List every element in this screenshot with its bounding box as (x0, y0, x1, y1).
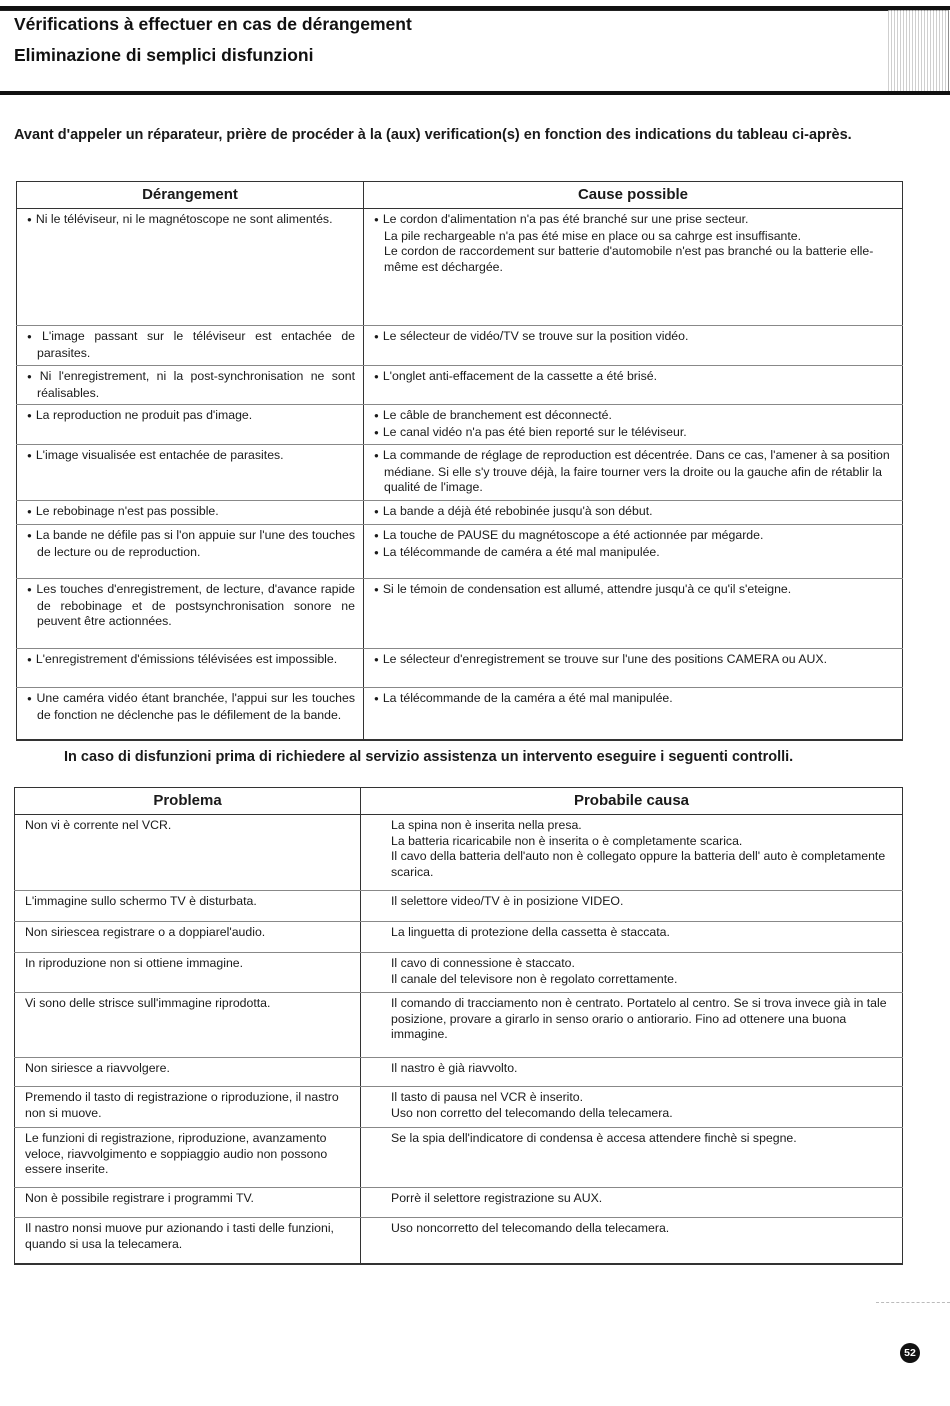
cause-text: Il selettore video/TV è in posizione VIDEO. (391, 894, 624, 908)
cause-text: ● La télécommande de caméra a été mal manipulée. (374, 545, 894, 562)
cause-text: ● Si le témoin de condensation est allumé, attendre jusqu'à ce qu'il s'eteigne. (374, 582, 894, 599)
problem-text: ● L'enregistrement d'émissions télévisées est impossible. (27, 652, 355, 669)
table-row (15, 1218, 903, 1264)
cause-cell (361, 993, 903, 1058)
cause-text: ● La bande a déjà été rebobinée jusqu'à son début. (374, 504, 894, 521)
cause-cell (364, 209, 903, 326)
table-row (15, 1087, 903, 1128)
problem-text: ● Ni l'enregistrement, ni la post-synchronisation ne sont réalisables. (27, 369, 355, 401)
cause-cell (364, 405, 903, 445)
problem-text: ● La bande ne défile pas si l'on appuie sur l'une des touches de lecture ou de reproduction. (27, 528, 355, 560)
footer-rule (876, 1302, 950, 1303)
cause-cell (361, 815, 903, 891)
problem-text: ● La reproduction ne produit pas d'image. (27, 408, 355, 425)
problem-cell (17, 579, 364, 649)
problem-cell (15, 1218, 361, 1264)
cause-cell (364, 579, 903, 649)
table-row (17, 209, 903, 326)
cause-text: La batteria ricaricabile non è inserita o è completamente scarica. (391, 833, 743, 848)
cause-text: Se la spia dell'indicatore di condensa è accesa attendere finchè si spegne. (391, 1131, 797, 1145)
cause-cell (361, 953, 903, 993)
problem-cell (15, 1087, 361, 1128)
table-row (15, 953, 903, 993)
cause-text: Il cavo di connessione è staccato. (391, 956, 575, 970)
column-header-problema: Problema (15, 788, 361, 815)
cause-cell (364, 501, 903, 525)
cause-text: ● La commande de réglage de reproduction est décentrée. Dans ce cas, l'amener à sa position médiane. Si elle s'y trouve déjà, la faire tourner vers la droite ou la gauche afin de rétablir la qualité de l'image. (374, 448, 894, 496)
problem-text: In riproduzione non si ottiene immagine. (25, 956, 244, 970)
cause-cell (364, 525, 903, 579)
table-row (17, 501, 903, 525)
problem-cell (17, 501, 364, 525)
cause-text: ● La touche de PAUSE du magnétoscope a été actionnée par mégarde. (374, 528, 894, 545)
table-row (17, 445, 903, 501)
table-row (15, 1058, 903, 1087)
problem-text: ● Une caméra vidéo étant branchée, l'appui sur les touches de fonction ne déclenche pas le défilement de la bande. (27, 691, 355, 723)
table-row (17, 579, 903, 649)
problem-text: Vi sono delle strisce sull'immagine riprodotta. (25, 996, 271, 1010)
header-title-it: Eliminazione di semplici disfunzioni (14, 45, 314, 65)
cause-text: ● Le câble de branchement est déconnecté. (374, 408, 894, 425)
cause-cell (364, 688, 903, 740)
cause-text: ● Le canal vidéo n'a pas été bien reporté sur le téléviseur. (374, 425, 894, 442)
cause-cell (361, 1188, 903, 1218)
problem-text: ● L'image passant sur le téléviseur est entachée de parasites. (27, 329, 355, 361)
table-row (15, 1128, 903, 1188)
header-bottom-rule (0, 91, 950, 95)
cause-cell (361, 1087, 903, 1128)
column-header-derangement: Dérangement (17, 182, 364, 209)
table-row (17, 688, 903, 740)
problem-text: ● Les touches d'enregistrement, de lecture, d'avance rapide de rebobinage et de postsynchronisation sonore ne peuvent être actionnées. (27, 582, 355, 630)
cause-cell (364, 649, 903, 688)
problem-cell (15, 1128, 361, 1188)
cause-text: La spina non è inserita nella presa. (391, 818, 582, 832)
cause-text: Il nastro è già riavvolto. (391, 1061, 518, 1075)
table-row (15, 993, 903, 1058)
troubleshooting-table-fr (16, 181, 903, 741)
cause-text: Porrè il selettore registrazione su AUX. (391, 1191, 603, 1205)
troubleshooting-table-it (14, 787, 903, 1265)
problem-cell (17, 445, 364, 501)
cause-text: ● La télécommande de la caméra a été mal manipulée. (374, 691, 894, 708)
problem-text: Premendo il tasto di registrazione o riproduzione, il nastro non si muove. (25, 1090, 339, 1120)
table-row (17, 525, 903, 579)
problem-text: Non vi è corrente nel VCR. (25, 818, 172, 832)
cause-cell (364, 445, 903, 501)
cause-text: ● L'onglet anti-effacement de la cassette a été brisé. (374, 369, 894, 386)
cause-cell (361, 891, 903, 922)
problem-cell (15, 891, 361, 922)
cause-cell (364, 326, 903, 366)
column-header-cause-possible: Cause possible (364, 182, 903, 209)
problem-text: Non siriesce a riavvolgere. (25, 1061, 170, 1075)
problem-cell (17, 209, 364, 326)
problem-cell (17, 525, 364, 579)
cause-text: La pile rechargeable n'a pas été mise en place ou sa cahrge est insuffisante. (384, 228, 802, 243)
table-row (15, 922, 903, 953)
problem-text: ● Le rebobinage n'est pas possible. (27, 504, 355, 521)
cause-text: ● Le sélecteur de vidéo/TV se trouve sur la position vidéo. (374, 329, 894, 346)
cause-cell (361, 1058, 903, 1087)
cause-text: La linguetta di protezione della cassetta è staccata. (391, 925, 670, 939)
table-row (17, 649, 903, 688)
problem-text: Il nastro nonsi muove pur azionando i tasti delle funzioni, quando si usa la telecamera. (25, 1221, 334, 1251)
cause-text: Il canale del televisore non è regolato correttamente. (391, 971, 678, 986)
scan-noise-decoration (888, 10, 950, 92)
cause-cell (364, 366, 903, 405)
cause-text: ● Le sélecteur d'enregistrement se trouve sur l'une des positions CAMERA ou AUX. (374, 652, 894, 669)
problem-text: ● L'image visualisée est entachée de parasites. (27, 448, 355, 465)
problem-cell (17, 366, 364, 405)
section-title-it: In caso di disfunzioni prima di richiedere al servizio assistenza un intervento eseguire i seguenti controlli. (64, 749, 794, 765)
cause-text: Il comando di tracciamento non è centrato. Portatelo al centro. Se si trova invece già in tale posizione, provare a girarlo in senso orario o antiorario. Fino ad ottenere una buona immagine. (391, 996, 887, 1041)
table-row (15, 815, 903, 891)
problem-text: Le funzioni di registrazione, riproduzione, avanzamento veloce, riavvolgimento e soppiaggio audio non possono essere inserite. (25, 1131, 328, 1176)
cause-text: Il cavo della batteria dell'auto non è collegato oppure la batteria dell' auto è completamente scarica. (391, 849, 886, 879)
table-row (15, 891, 903, 922)
table-row (17, 405, 903, 445)
cause-text: ● Le cordon d'alimentation n'a pas été branché sur une prise secteur. (374, 212, 894, 229)
problem-cell (15, 953, 361, 993)
problem-cell (15, 993, 361, 1058)
problem-text: L'immagine sullo schermo TV è disturbata. (25, 894, 257, 908)
problem-cell (17, 649, 364, 688)
problem-cell (15, 1188, 361, 1218)
problem-cell (15, 1058, 361, 1087)
table-row (17, 326, 903, 366)
problem-cell (15, 815, 361, 891)
cause-cell (361, 1128, 903, 1188)
problem-cell (17, 405, 364, 445)
problem-text: ● Ni le téléviseur, ni le magnétoscope ne sont alimentés. (27, 212, 355, 229)
column-header-probabile-causa: Probabile causa (361, 788, 903, 815)
page-number-badge: 52 (900, 1343, 920, 1363)
cause-cell (361, 1218, 903, 1264)
cause-text: Uso noncorretto del telecomando della telecamera. (391, 1221, 670, 1235)
header-title-fr: Vérifications à effectuer en cas de dérangement (14, 14, 412, 34)
problem-cell (15, 922, 361, 953)
cause-text: Le cordon de raccordement sur batterie d'automobile n'est pas branché ou la batterie elle-même est déchargée. (384, 244, 874, 274)
problem-cell (17, 688, 364, 740)
problem-cell (17, 326, 364, 366)
table-row (17, 366, 903, 405)
intro-fr: Avant d'appeler un réparateur, prière de procéder à la (aux) verification(s) en fonction des indications du tableau ci-après. (14, 127, 852, 143)
cause-text: Uso non corretto del telecomando della telecamera. (391, 1105, 673, 1120)
problem-text: Non siriescea registrare o a doppiarel'audio. (25, 925, 266, 939)
cause-text: Il tasto di pausa nel VCR è inserito. (391, 1090, 584, 1104)
problem-text: Non è possibile registrare i programmi TV. (25, 1191, 254, 1205)
cause-cell (361, 922, 903, 953)
table-row (15, 1188, 903, 1218)
